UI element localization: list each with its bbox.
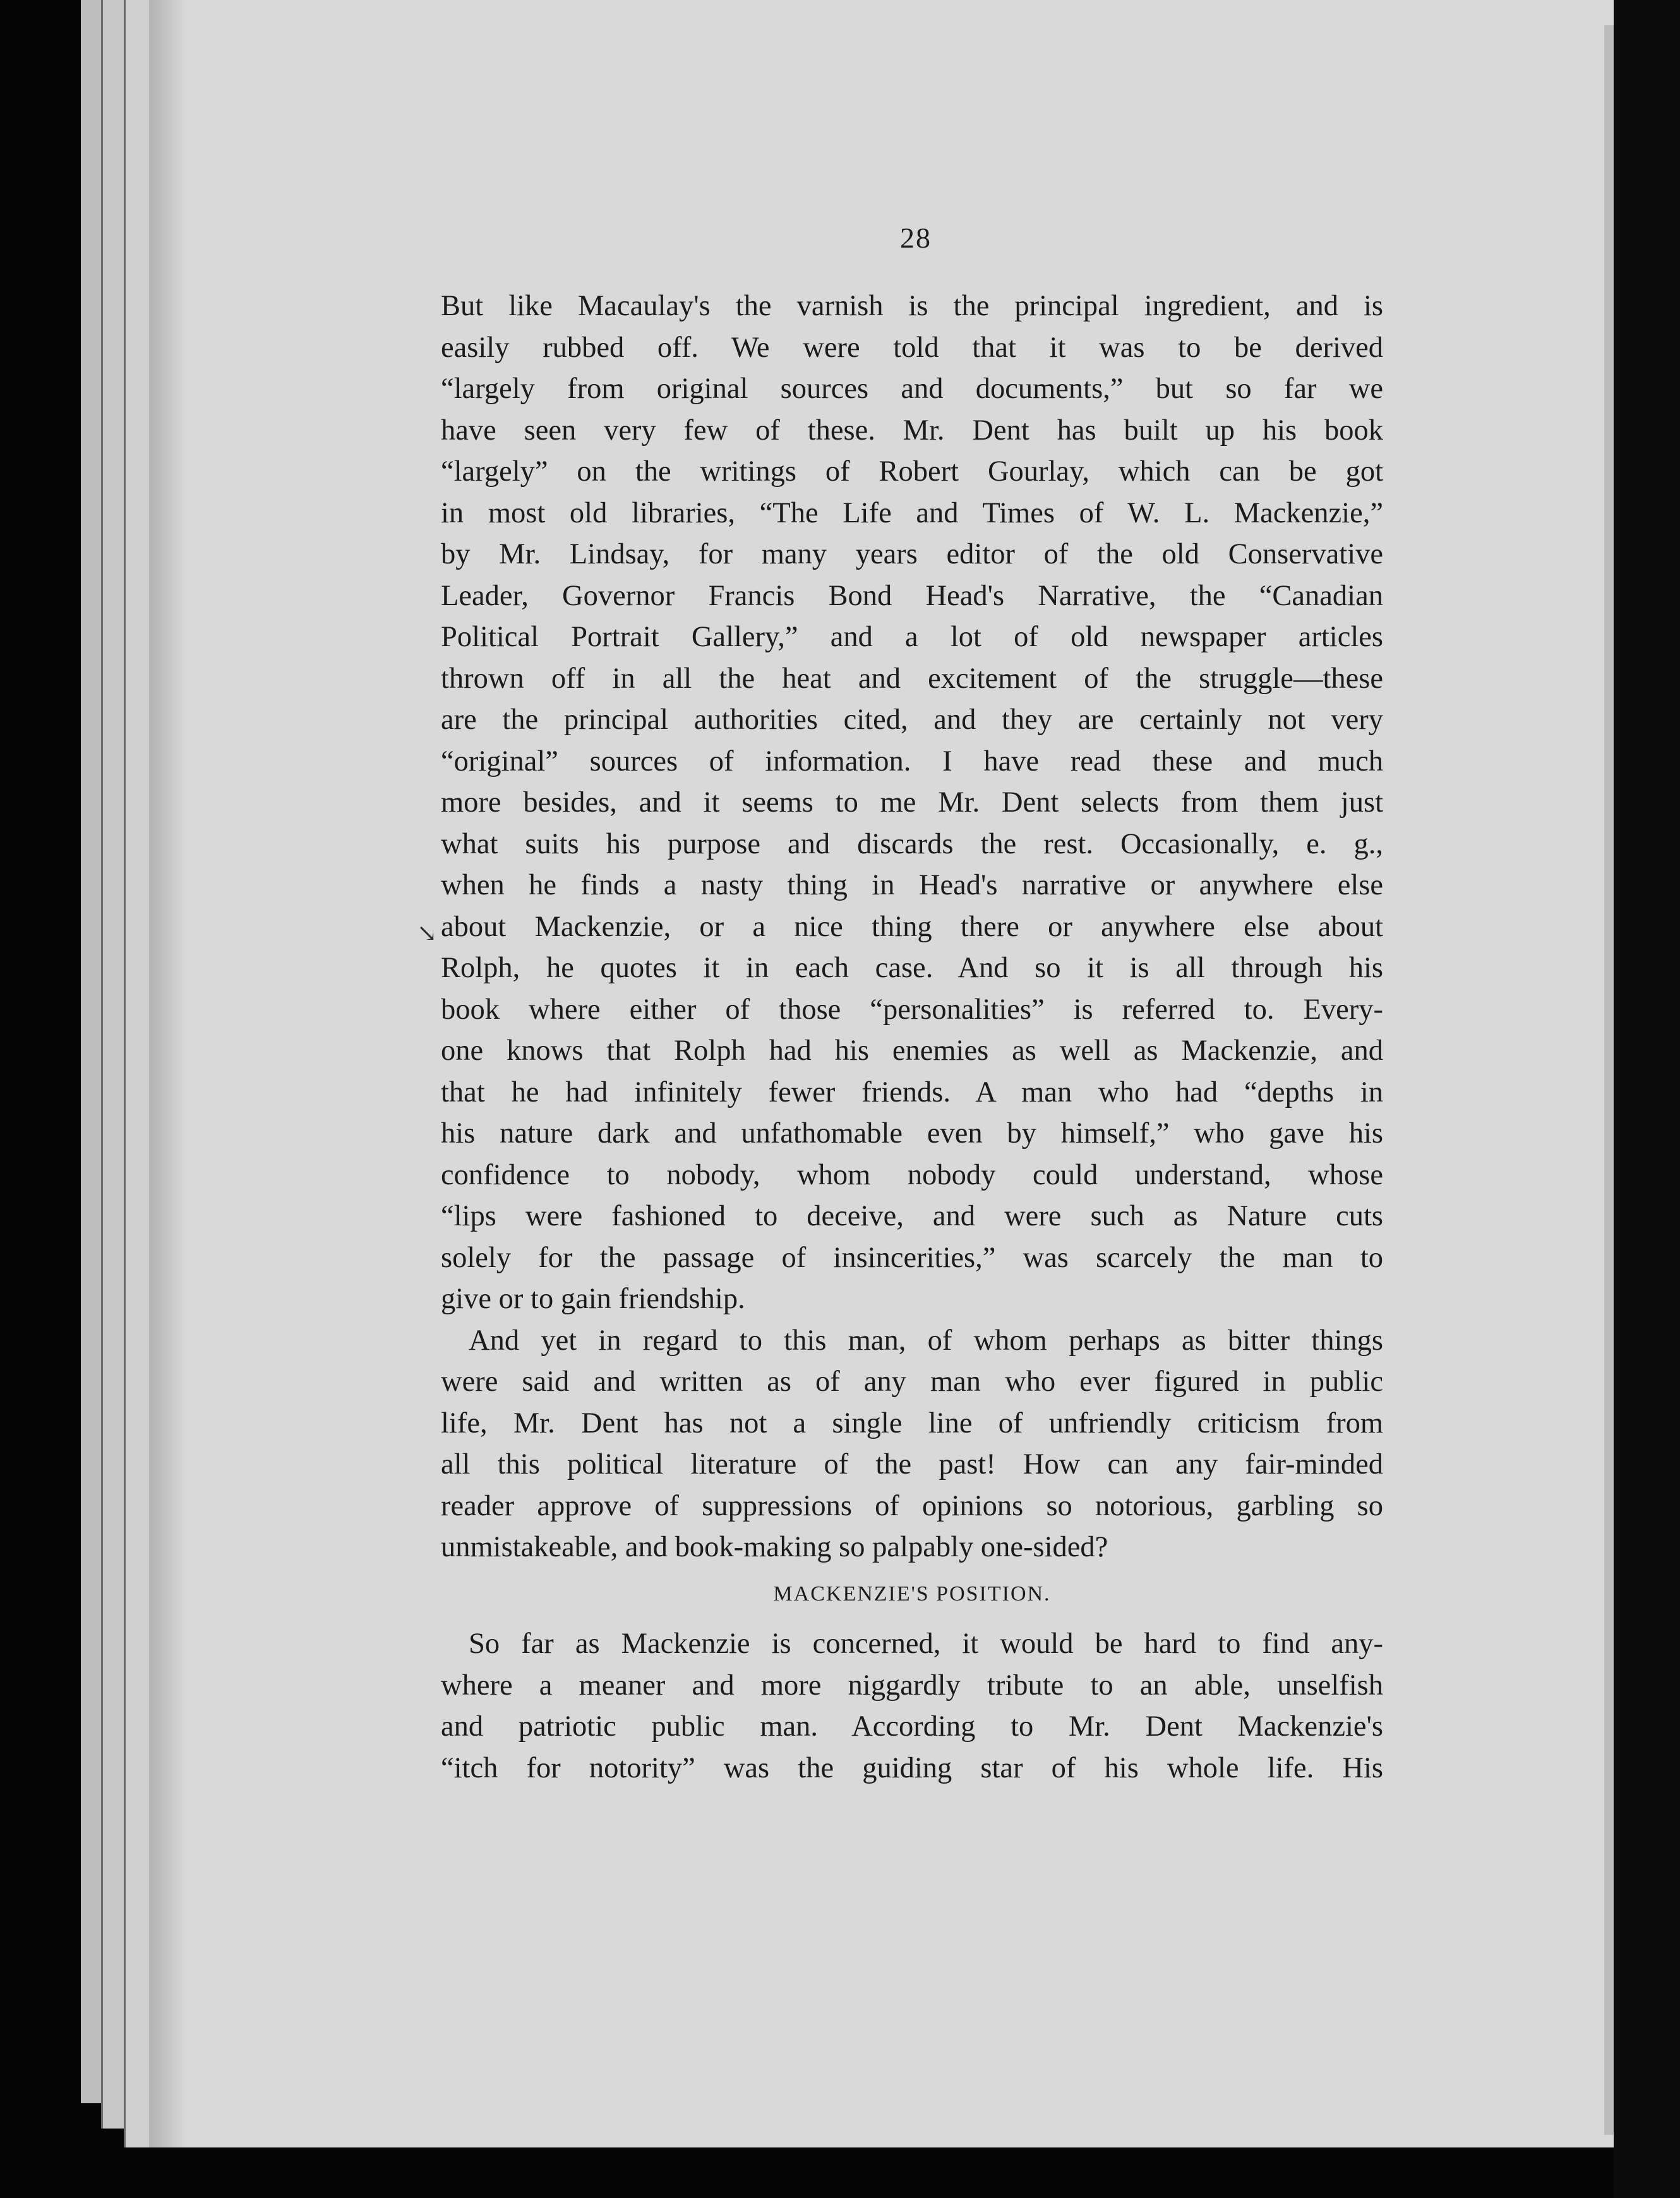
- text-line: confidence to nobody, whom nobody could understand, whose: [441, 1158, 1383, 1191]
- text-line: “itch for notority” was the guiding star of his whole life. His: [441, 1751, 1383, 1784]
- text-line: thrown off in all the heat and excitement of the struggle—these: [441, 662, 1383, 695]
- text-line: by Mr. Lindsay, for many years editor of the old Conservative: [441, 538, 1383, 570]
- text-line: “original” sources of information. I have read these and much: [441, 745, 1383, 778]
- margin-mark: ↘: [417, 920, 437, 947]
- text-line: Leader, Governor Francis Bond Head's Narrative, the “Canadian: [441, 579, 1383, 612]
- text-line: when he finds a nasty thing in Head's narrative or anywhere else: [441, 869, 1383, 901]
- text-line: solely for the passage of insincerities,” was scarcely the man to: [441, 1241, 1383, 1274]
- text-line: Political Portrait Gallery,” and a lot of old newspaper articles: [441, 621, 1383, 653]
- text-line: book where either of those “personalities” is referred to. Every-: [441, 993, 1383, 1026]
- body-text: [441, 285, 1383, 1789]
- page-edge: [124, 0, 152, 2147]
- text-line: “largely” on the writings of Robert Gourlay, which can be got: [441, 455, 1383, 488]
- text-line: his nature dark and unfathomable even by himself,” who gave his: [441, 1117, 1383, 1150]
- text-line: Rolph, he quotes it in each case. And so it is all through his: [441, 952, 1383, 984]
- text-line: and patriotic public man. According to Mr. Dent Mackenzie's: [441, 1710, 1383, 1743]
- text-line: in most old libraries, “The Life and Times of W. L. Mackenzie,”: [441, 496, 1383, 529]
- text-line: And yet in regard to this man, of whom perhaps as bitter things: [469, 1324, 1383, 1357]
- text-line: unmistakeable, and book-making so palpably one-sided?: [441, 1531, 1108, 1563]
- text-line: easily rubbed off. We were told that it was to be derived: [441, 331, 1383, 364]
- text-line: life, Mr. Dent has not a single line of unfriendly criticism from: [441, 1407, 1383, 1439]
- page-edge-line: [101, 0, 103, 2129]
- text-line: one knows that Rolph had his enemies as well as Mackenzie, and: [441, 1035, 1383, 1067]
- scan-border-right: [1614, 0, 1680, 2198]
- page-edge-line: [124, 0, 126, 2147]
- text-line: give or to gain friendship.: [441, 1283, 745, 1315]
- text-line: all this political literature of the past! How can any fair-minded: [441, 1448, 1383, 1480]
- text-line: But like Macaulay's the varnish is the principal ingredient, and is: [441, 290, 1383, 322]
- page-edge: [101, 0, 126, 2129]
- text-line: have seen very few of these. Mr. Dent has built up his book: [441, 414, 1383, 447]
- text-line: where a meaner and more niggardly tribute to an able, unselfish: [441, 1669, 1383, 1702]
- text-line: are the principal authorities cited, and they are certainly not very: [441, 704, 1383, 736]
- text-line: what suits his purpose and discards the rest. Occasionally, e. g.,: [441, 827, 1383, 860]
- text-line: reader approve of suppressions of opinions so notorious, garbling so: [441, 1489, 1383, 1522]
- text-line: that he had infinitely fewer friends. A man who had “depths in: [441, 1076, 1383, 1108]
- text-line: “lips were fashioned to deceive, and were such as Nature cuts: [441, 1200, 1383, 1232]
- page-number: 28: [900, 222, 932, 254]
- text-line: about Mackenzie, or a nice thing there or anywhere else about: [441, 910, 1383, 943]
- text-line: So far as Mackenzie is concerned, it would be hard to find any-: [469, 1628, 1383, 1660]
- section-heading: MACKENZIE'S POSITION.: [773, 1582, 1051, 1606]
- text-line: more besides, and it seems to me Mr. Dent selects from them just: [441, 786, 1383, 819]
- text-line: were said and written as of any man who ever figured in public: [441, 1366, 1383, 1398]
- page-edge: [81, 0, 104, 2103]
- gutter-shadow: [149, 0, 187, 2147]
- text-line: “largely from original sources and documents,” but so far we: [441, 373, 1383, 405]
